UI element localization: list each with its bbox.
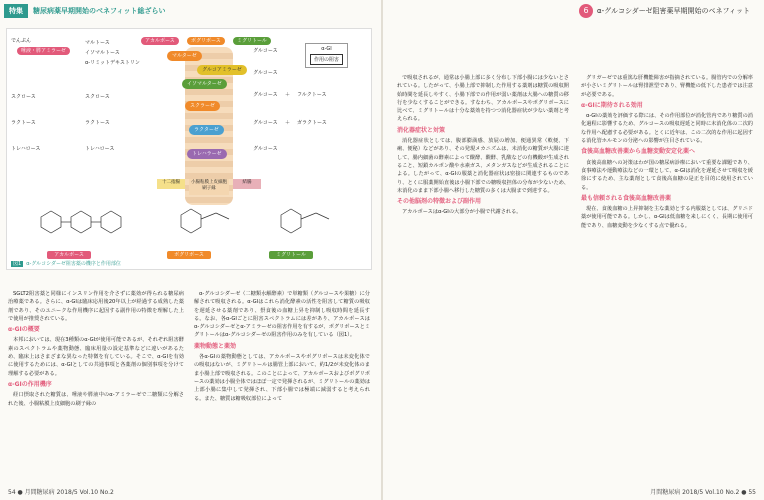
glucose-label-4: グルコース: [253, 120, 278, 126]
lc1-p2: 本邦においては、現在3種類のα-GIが使用可能であるが、それぞれ阻害酵素のスペクトラムや薬物動態、臨床用量の設定基準などに違いがあるため、臨床上はさまざまな異なった特徴を有している。そこで、α-GIを有効に使用するためには、α-GIとしての共通事項と各薬剤の個別事項を分けて理解する必要がある。: [8, 337, 184, 377]
lactose-label: ラクトース: [85, 120, 110, 126]
left-page: [0, 0, 381, 500]
chapter-number: 6: [579, 4, 593, 18]
trehalose-label-left: トレハロース: [11, 146, 41, 152]
maltose-label: マルトース: [85, 40, 110, 46]
rc2-sec2: 食後高血糖改善薬から血糖変動安定化薬へ: [581, 148, 696, 156]
sucrose-label: スクロース: [85, 94, 110, 100]
figure-caption-text: α-グルコシダーゼ阻害薬の機序と作用部位: [26, 261, 121, 267]
isomaltose-label: イソマルトース: [85, 50, 120, 56]
right-column-2: [581, 74, 753, 230]
drug-name-voglibose: ボグリボース: [167, 251, 211, 259]
glucose-label-5: グルコース: [253, 146, 278, 152]
salivary-amylase-pill: 唾液・膵アミラーゼ: [17, 47, 70, 55]
region-small-intestine: 小腸粘膜上皮細胞 刷子縁: [189, 179, 229, 195]
enzyme-isomaltase: イソマルターゼ: [182, 79, 227, 89]
rc2-p1: グリガーゼでは重篤な肝機能障害が指摘されている。腸管内での分解率が小さいミグリトールは腎排泄型であり、腎機能の低下した患者では注意が必要である。: [581, 75, 753, 98]
left-column-1: [8, 290, 184, 408]
inhibit-legend: 作用の阻害: [310, 54, 343, 65]
trehalose-label: トレハロース: [85, 146, 115, 152]
lc2-p2: 各α-GIの薬物動態としては、アカルボースやボグリボースは未変化体での吸収はないが、ミグリトールは腸管上部において、約1/2が未変化体のまま小腸上部で吸収される。このことによって、アカルボースおよびボグリボースの薬効は小腸全体ではほぼ一定で発揮されるが、ミグリトールの薬効は上部小腸に集中して発揮され、下部小腸では極端に減弱すると考えられる。また、糖質は糖吸収部位によって: [194, 354, 371, 402]
figure-caption-number: 図1: [13, 261, 22, 267]
right-column-1: [397, 74, 569, 217]
alpha-limit-label: α-リミットデキストリン: [85, 60, 140, 66]
enzyme-sucrase: スクラーゼ: [185, 101, 220, 111]
drug-name-miglitol: ミグリトール: [269, 251, 313, 259]
right-page: [383, 0, 764, 500]
rc2-p3: 食後高血糖への対策はわが国の糖尿病診療において重要な課題であり、食事療法や運動療法などの一環として、α-GIは消化を遅延させて吸収を緩徐にするため、主な薬剤として食後高血糖の是正を目的に使用されている。: [581, 159, 753, 191]
right-header: [383, 0, 764, 22]
starch-label: でんぷん: [11, 38, 32, 44]
left-header: [0, 0, 381, 22]
rc2-p2: α-GIの薬効を評価する際には、その作用部位が消化管内であり糖質の消化過程に影響するため、グルコースの吸収遅延と同時に未消化体の二次的な作用へ配慮する必要がある。とくに近年は、この二次的な作用に起因する消化管ホルモンの分泌への影響が注目されている。: [581, 113, 753, 145]
rc1-p1: で吸収されるが、通常は小腸上部に多く分布し下部小腸には少ないとされている。したがって、小腸上部で抑制した作用する薬剤は糖質の吸収開始時間を延長しやすく、小腸下部での作用が弱い薬剤は大腸への糖質の移行を少なくすることができる。すなわち、アカルボースやボグリボースに比べて、ミグリトールは十分な薬効を持つつ消化器症状が少ない薬剤と考えられる。: [397, 75, 569, 123]
alpha-gi-legend: [305, 43, 348, 68]
rc1-sec1: 消化器症状と対策: [397, 126, 446, 134]
rc1-sec2: その他脳剤の特徴および副作用: [397, 198, 482, 206]
lactose-label-left: ラクトース: [11, 120, 36, 126]
sucrose-label-left: スクロース: [11, 94, 36, 100]
left-column-2: [194, 290, 370, 403]
right-header-title: α-グルコシダーゼ阻害薬早期開始のベネフィット: [597, 7, 750, 15]
enzyme-trehalase: トレハラーゼ: [187, 149, 227, 159]
drug-top-acarbose: アカルボース: [141, 37, 179, 45]
figure-caption: [11, 260, 121, 267]
region-duodenum: 十二指腸: [157, 179, 185, 189]
drug-top-miglitol: ミグリトール: [233, 37, 271, 45]
rc2-sec1: α-GIに期待される効用: [581, 101, 643, 109]
enzyme-maltase: マルターゼ: [167, 51, 202, 61]
left-footer: 54 ● 月間糖尿病 2018/5 Vol.10 No.2: [8, 489, 114, 496]
mechanism-figure: [6, 28, 372, 270]
drug-name-acarbose: アカルボース: [47, 251, 91, 259]
drug-top-voglibose: ボグリボース: [187, 37, 225, 45]
glucose-label-2: グルコース: [253, 70, 278, 76]
glucose-label-3: グルコース: [253, 92, 278, 98]
enzyme-lactase: ラクターゼ: [189, 125, 224, 135]
lc1-sec1: α-GIの概要: [8, 326, 40, 334]
glucose-label-1: グルコース: [253, 48, 278, 54]
lc2-sec1: 薬物動態と薬効: [194, 342, 237, 350]
plus-1: ＋: [285, 92, 291, 98]
lc2-p1: α-グルコシダーゼ（二糖類水解酵素）で単糖類（グルコースや果糖）に分解されて吸収される。α-GIはこれら消化酵素の活性を阻害して糖質の吸収を遅延させる薬剤であり、摂食後の血糖上昇を抑制し吸収時間を延長する。なお、各α-GIごとに阻害スペクトラムには差があり、アカルボースはα-グルコシダーゼとα-アミラーゼの阻害作用を有するが、ボグリボースとミグリトールはα-グルコシダーゼの阻害作用のみを有している（図1）。: [194, 291, 370, 339]
right-footer: 月間糖尿病 2018/5 Vol.10 No.2 ● 55: [650, 489, 756, 496]
rc2-p4: 現在、食後血糖の上昇抑制を主な薬効とする内服薬としては、グリニド薬が使用可能である。しかし、α-GIは低血糖を来しにくく、長期に使用可能であり、血糖変動を少なくする点で優れる。: [581, 206, 753, 229]
left-header-title: 糖尿病薬早期開始のベネフィット総ざらい: [33, 7, 166, 15]
rc1-p2: 消化器症状としては、腹部膨満感、放屁の増加、便通異常（軟便、下痢、便秘）などがあり、その発現メカニズムは、未消化の糖質が大腸に達して、腸内細菌の酵素によって醗酵、醗酵、乳酸などの有機酸が生成されること、短鎖カルボン酸や水素ガス、メタンガスなどが生成されることによる。したがって、α-GIの服薬と消化器症状は密接に関連するものであり、とくに服薬開始直後は小腸下部での糖吸収担体の分布が少ないため、未消化のまま下部小腸へ移行した糖質の多くは大腸まで到達する。: [397, 138, 569, 194]
enzyme-glucoamylase: グルコアミラーゼ: [197, 65, 247, 75]
region-colon: 結腸: [233, 179, 261, 189]
galactose-label: ガラクトース: [297, 120, 327, 126]
feature-tag: 特集: [4, 4, 28, 18]
plus-2: ＋: [285, 120, 291, 126]
fructose-label: フルクトース: [297, 92, 327, 98]
lc1-p1: SGLT2阻害薬と同様にインスリン作用を介さずに薬効が得られる糖尿病治療薬である。さらに、α-GIは臨床応用後20年以上が経過する成熟した薬剤であり、そのユニークな作用機序に起因する副作用の特徴を理解した上で使用が推奨されている。: [8, 291, 184, 322]
alpha-gi-legend-title: α-GI: [321, 46, 332, 52]
rc1-p3: アカルボースはα-GIの大部分が小腸で代謝される。: [402, 209, 522, 216]
rc2-sec3: 最も信頼される食後高血糖改善薬: [581, 194, 672, 202]
lc1-p3: 経口摂取された糖質は、唾液や膵液中のα-アミラーゼで二糖類に分解された後、小腸粘膜上皮細胞の刷子縁の: [8, 392, 184, 407]
chemical-structures: [31, 197, 351, 245]
lc1-sec2: α-GIの作用機序: [8, 380, 52, 388]
